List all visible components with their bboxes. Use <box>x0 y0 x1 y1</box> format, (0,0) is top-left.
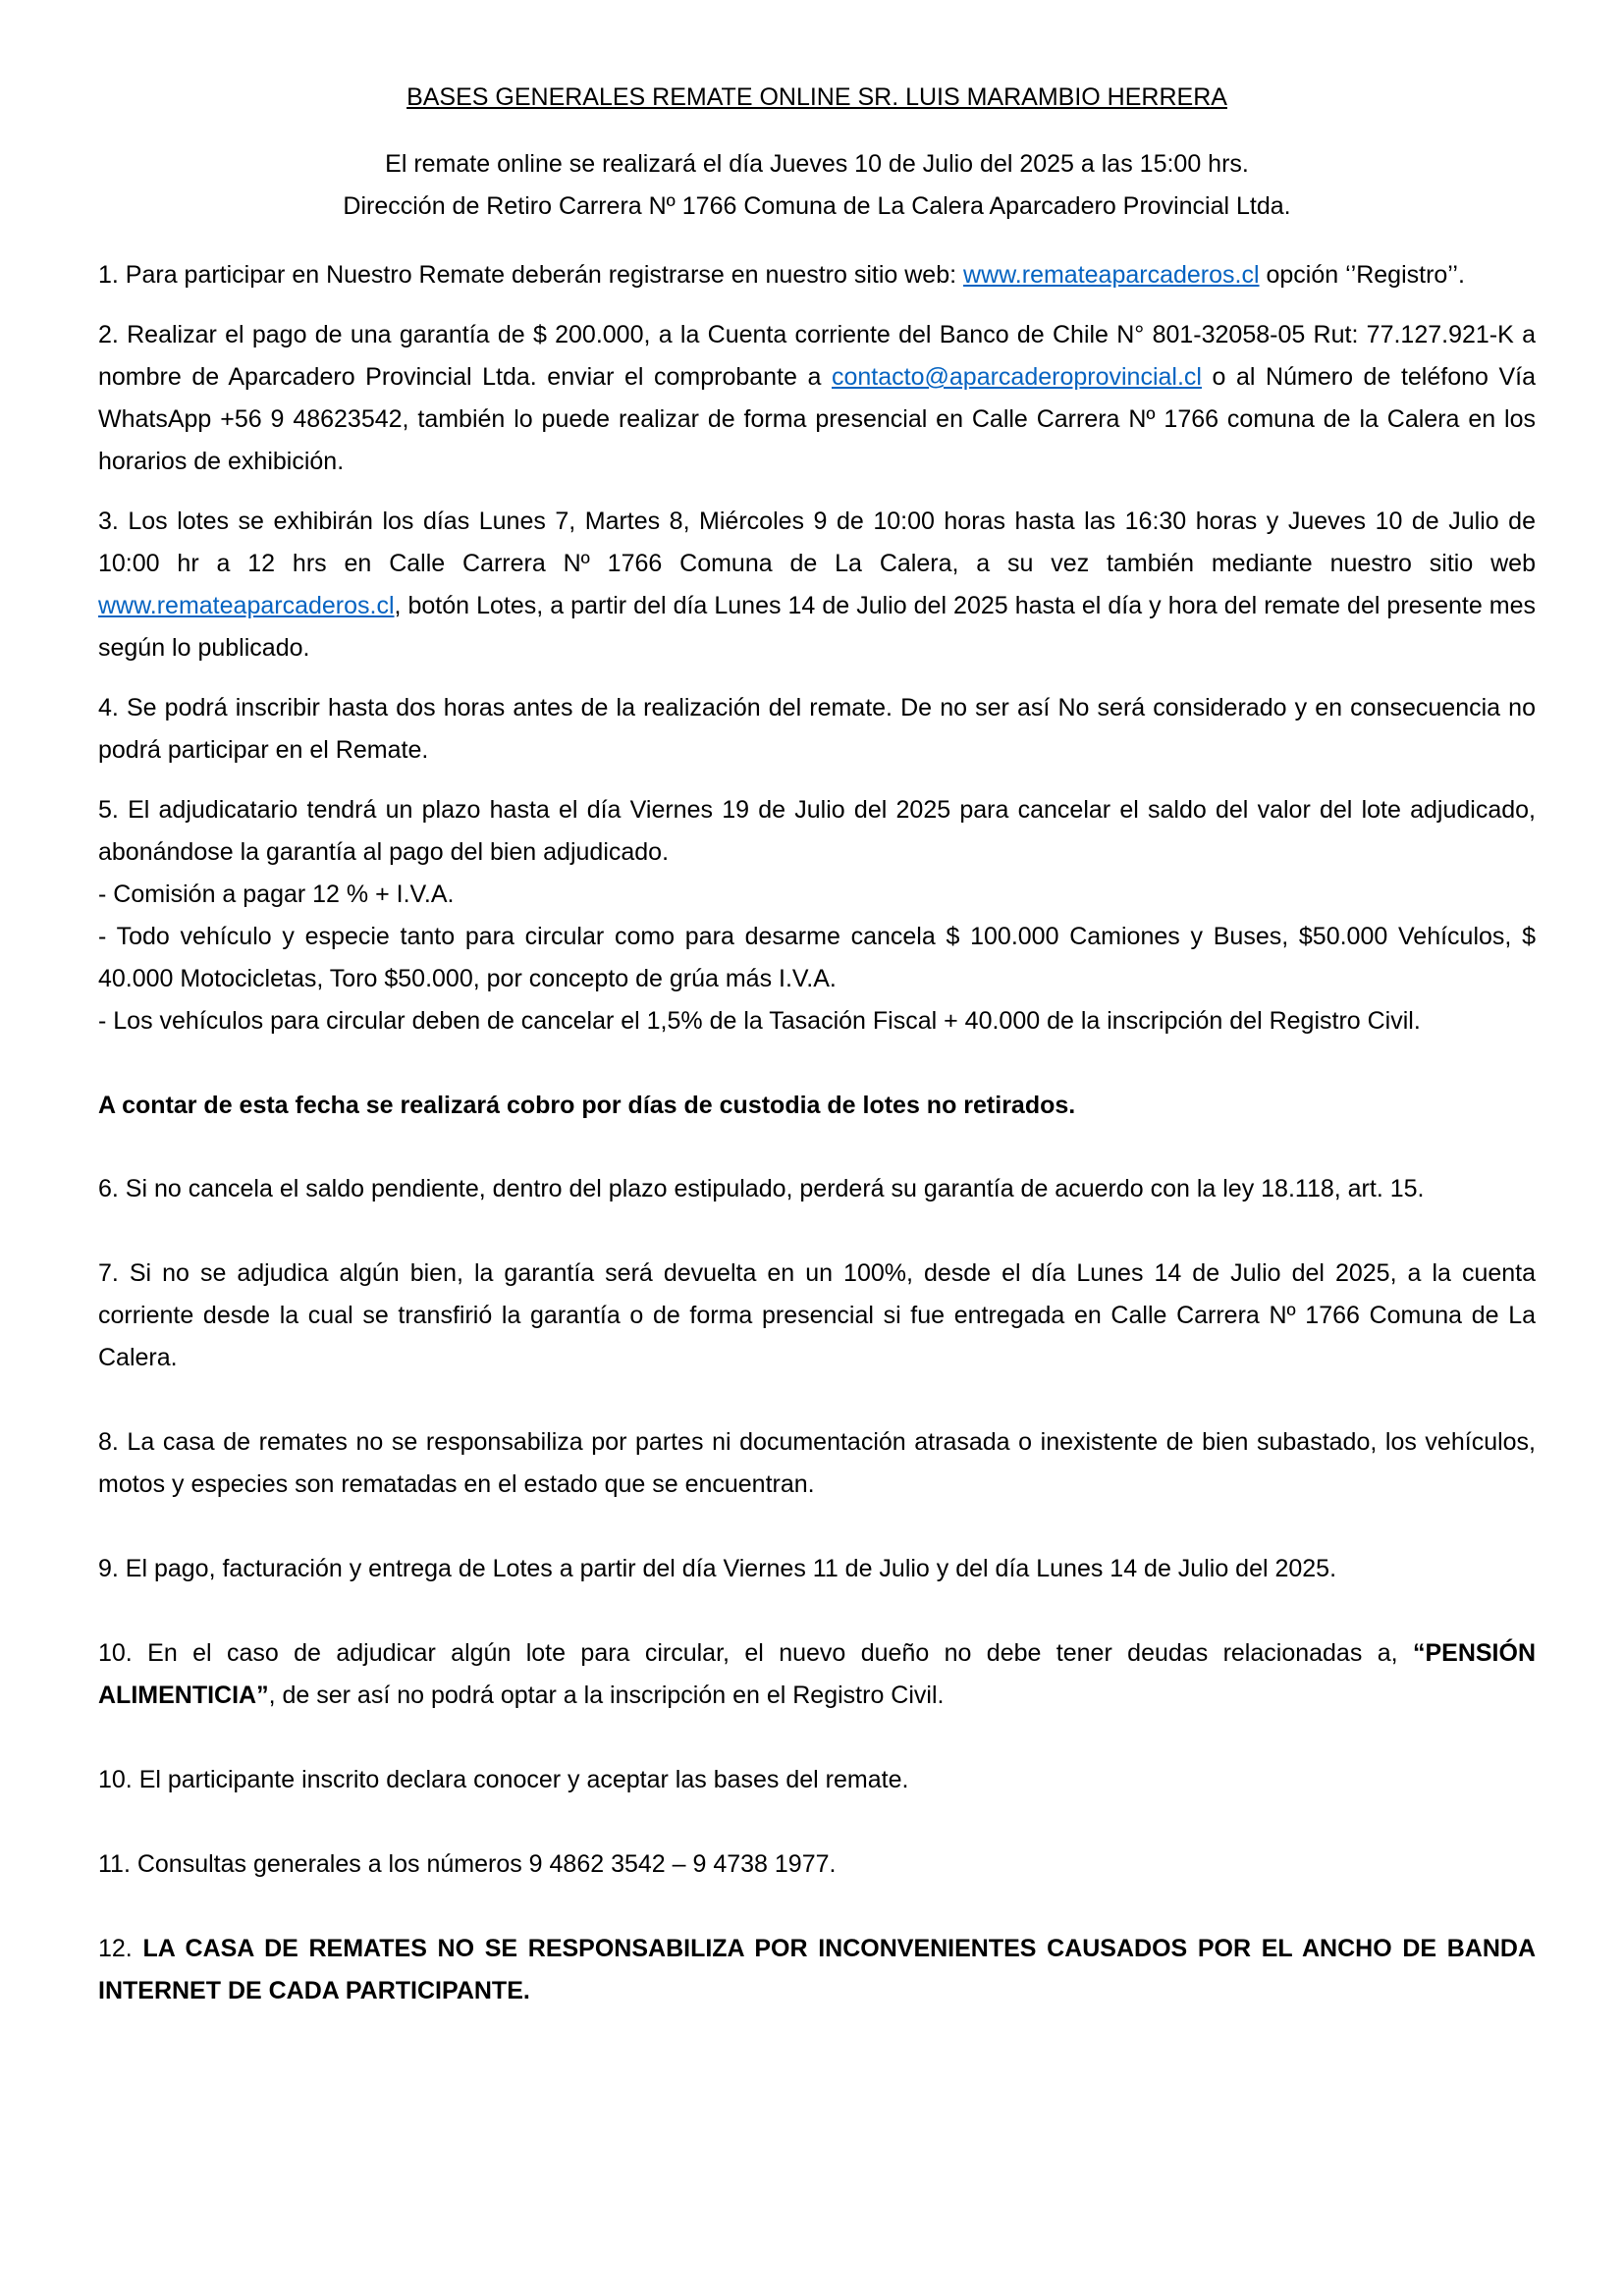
clause-12 <box>98 1928 1536 2012</box>
intro-address-line: Dirección de Retiro Carrera Nº 1766 Comuna de La Calera Aparcadero Provincial Ltda. <box>343 192 1291 220</box>
clause-10-acceptance: 10. El participante inscrito declara conocer y aceptar las bases del remate. <box>98 1766 909 1793</box>
clause-3 <box>98 501 1536 669</box>
clause-10-alimony <box>98 1632 1536 1717</box>
clause-12-number: 12. <box>98 1935 143 1962</box>
clause-6: 6. Si no cancela el saldo pendiente, dentro del plazo estipulado, perderá su garantía de acuerdo con la ley 18.118, art. 15. <box>98 1175 1425 1202</box>
clause-1-text-end: opción ‘’Registro’’. <box>1259 261 1465 289</box>
custody-notice <box>98 1085 1536 1127</box>
clause-3-text: 3. Los lotes se exhibirán los días Lunes 7, Martes 8, Miércoles 9 de 10:00 horas hasta las 16:30 horas y Jueves 10 de Julio de 10:00 hr a 12 hrs en Calle Carrera Nº 1766 Comuna de La Calera, a su vez también mediante nuestro sitio web <box>98 507 1536 577</box>
clause-2-text: 2. Realizar el pago de una garantía de $ 200.000, a la Cuenta corriente del Banco de Chile N° 801-32058-05 Rut: 77.127.921-K a nombre de Aparcadero Provincial Ltda. enviar el comprobante a <box>98 321 1536 391</box>
clause-1 <box>98 254 1536 296</box>
clause-10-text: 10. En el caso de adjudicar algún lote para circular, el nuevo dueño no debe tener deudas relacionadas a, <box>98 1639 1413 1667</box>
website-link[interactable]: www.remateaparcaderos.cl <box>963 261 1260 289</box>
intro-block <box>98 143 1536 228</box>
email-link[interactable]: contacto@aparcaderoprovincial.cl <box>832 363 1202 391</box>
clause-5-commission: - Comisión a pagar 12 % + I.V.A. <box>98 881 455 908</box>
clause-2-text-end: o al Número de teléfono Vía WhatsApp +56 9 48623542, también lo puede realizar de forma presencial en Calle Carrera Nº 1766 comuna de la Calera en los horarios de exhibición. <box>98 363 1537 475</box>
clause-5 <box>98 789 1536 1042</box>
clause-9: 9. El pago, facturación y entrega de Lotes a partir del día Viernes 11 de Julio y del día Lunes 14 de Julio del 2025. <box>98 1555 1337 1582</box>
clause-3-text-end: , botón Lotes, a partir del día Lunes 14 de Julio del 2025 hasta el día y hora del remate del presente mes según lo publicado. <box>98 592 1536 662</box>
custody-notice-text: A contar de esta fecha se realizará cobro por días de custodia de lotes no retirados. <box>98 1092 1076 1119</box>
clause-1-text: 1. Para participar en Nuestro Remate deberán registrarse en nuestro sitio web: <box>98 261 964 289</box>
clause-12-bold: LA CASA DE REMATES NO SE RESPONSABILIZA POR INCONVENIENTES CAUSADOS POR EL ANCHO DE BANDA INTERNET DE CADA PARTICIPANTE. <box>98 1935 1536 2004</box>
clause-5-registration-fees: - Los vehículos para circular deben de cancelar el 1,5% de la Tasación Fiscal + 40.000 de la inscripción del Registro Civil. <box>98 1007 1421 1035</box>
clause-11: 11. Consultas generales a los números 9 4862 3542 – 9 4738 1977. <box>98 1850 837 1878</box>
intro-date-line: El remate online se realizará el día Jueves 10 de Julio del 2025 a las 15:00 hrs. <box>385 150 1249 178</box>
clause-4: 4. Se podrá inscribir hasta dos horas antes de la realización del remate. De no ser así No será considerado y en consecuencia no podrá participar en el Remate. <box>98 694 1536 764</box>
clause-10-bold: “PENSIÓN ALIMENTICIA” <box>98 1639 1536 1709</box>
clause-8: 8. La casa de remates no se responsabiliza por partes ni documentación atrasada o inexistente de bien subastado, los vehículos, motos y especies son rematadas en el estado que se encuentran. <box>98 1428 1536 1498</box>
clause-10-text-end: , de ser así no podrá optar a la inscripción en el Registro Civil. <box>268 1682 945 1709</box>
clause-7: 7. Si no se adjudica algún bien, la garantía será devuelta en un 100%, desde el día Lunes 14 de Julio del 2025, a la cuenta corriente desde la cual se transfirió la garantía o de forma presencial si fue entregada en Calle Carrera Nº 1766 Comuna de La Calera. <box>98 1259 1536 1371</box>
document-title: BASES GENERALES REMATE ONLINE SR. LUIS MARAMBIO HERRERA <box>406 83 1227 111</box>
document-body <box>98 77 1536 2030</box>
clause-5-text: 5. El adjudicatario tendrá un plazo hasta el día Viernes 19 de Julio del 2025 para cancelar el saldo del valor del lote adjudicado, abonándose la garantía al pago del bien adjudicado. <box>98 796 1536 866</box>
website-link-2[interactable]: www.remateaparcaderos.cl <box>98 592 395 619</box>
clause-2 <box>98 314 1536 483</box>
clause-5-tow-fees: - Todo vehículo y especie tanto para circular como para desarme cancela $ 100.000 Camiones y Buses, $50.000 Vehículos, $ 40.000 Motocicletas, Toro $50.000, por concepto de grúa más I.V.A. <box>98 923 1536 992</box>
